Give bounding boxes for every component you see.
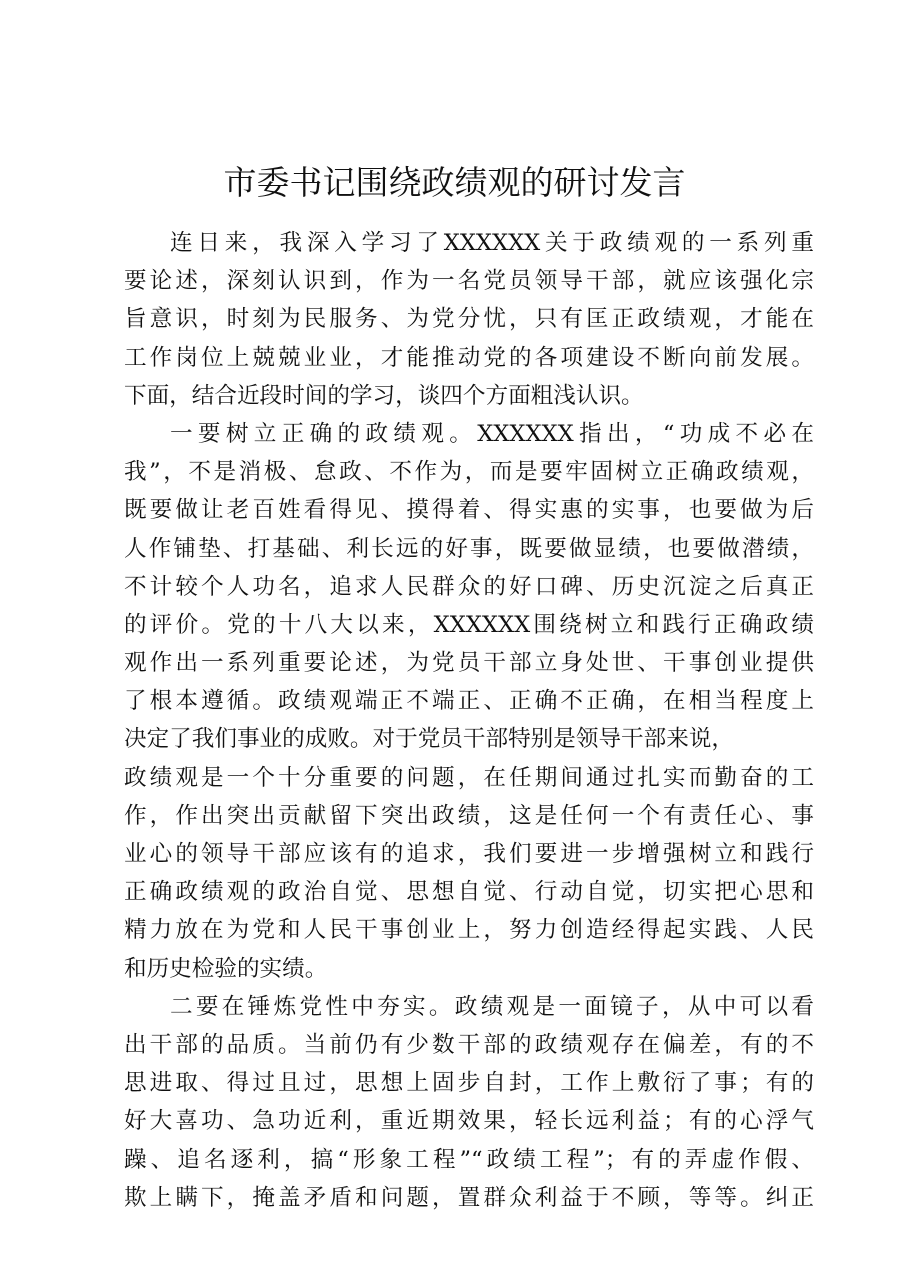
text-line: 观作出一系列重要论述，为党员干部立身处世、干事创业提供 [124,650,814,677]
text-line: 决定了我们事业的成败。对于党员干部特别是领导干部来说， [124,726,735,753]
text-line: 人作铺垫、打基础、利长远的好事，既要做显绩，也要做潜绩， [124,535,814,562]
text-line: 二要在锤炼党性中夯实。政绩观是一面镜子，从中可以看 [170,993,814,1020]
text-line: 连日来，我深入学习了XXXXXX关于政绩观的一系列重 [170,230,814,256]
text-line: 好大喜功、急功近利，重近期效果，轻长远利益；有的心浮气 [124,1108,814,1135]
paragraph-intro [124,224,814,415]
text-line: 工作岗位上兢兢业业，才能推动党的各项建设不断向前发展。 [124,344,814,371]
document-title: 市委书记围绕政绩观的研讨发言 [223,163,686,202]
text-line: 作，作出突出贡献留下突出政绩，这是任何一个有责任心、事 [124,802,814,829]
text-line: 正确政绩观的政治自觉、思想自觉、行动自觉，切实把心思和 [124,879,814,906]
text-line: 躁、追名逐利，搞“形象工程”“政绩工程”；有的弄虚作假、 [124,1146,814,1173]
text-line: 的评价。党的十八大以来，XXXXXX围绕树立和践行正确政绩 [124,611,814,638]
text-line: 政绩观是一个十分重要的问题，在任期间通过扎实而勤奋的工 [124,764,814,791]
text-line: 不计较个人功名，追求人民群众的好口碑、历史沉淀之后真正 [124,573,814,600]
text-line: 下面，结合近段时间的学习，谈四个方面粗浅认识。 [124,382,644,409]
paragraph-point-two [124,988,814,1217]
document-body [124,224,814,1217]
text-line: 业心的领导干部应该有的追求，我们要进一步增强树立和践行 [124,841,814,867]
text-line: 精力放在为党和人民干事创业上，努力创造经得起实践、人民 [124,917,814,944]
text-line: 既要做让老百姓看得见、摸得着、得实惠的实事，也要做为后 [124,497,814,524]
text-line: 旨意识，时刻为民服务、为党分忧，只有匡正政绩观，才能在 [124,306,814,333]
text-line: 思进取、得过且过，思想上固步自封，工作上敷衍了事；有的 [124,1070,814,1097]
text-line: 要论述，深刻认识到，作为一名党员领导干部，就应该强化宗 [124,268,814,295]
text-line: 一要树立正确的政绩观。XXXXXX指出，“功成不必在 [170,420,814,447]
text-line: 了根本遵循。政绩观端正不端正、正确不正确，在相当程度上 [124,688,814,715]
text-line: 我”，不是消极、怠政、不作为，而是要牢固树立正确政绩观， [124,459,814,486]
paragraph-point-one [124,415,814,988]
text-line: 和历史检验的实绩。 [124,955,328,982]
text-line: 出干部的品质。当前仍有少数干部的政绩观存在偏差，有的不 [124,1031,814,1058]
text-line: 欺上瞒下，掩盖矛盾和问题，置群众利益于不顾，等等。纠正 [124,1184,814,1211]
